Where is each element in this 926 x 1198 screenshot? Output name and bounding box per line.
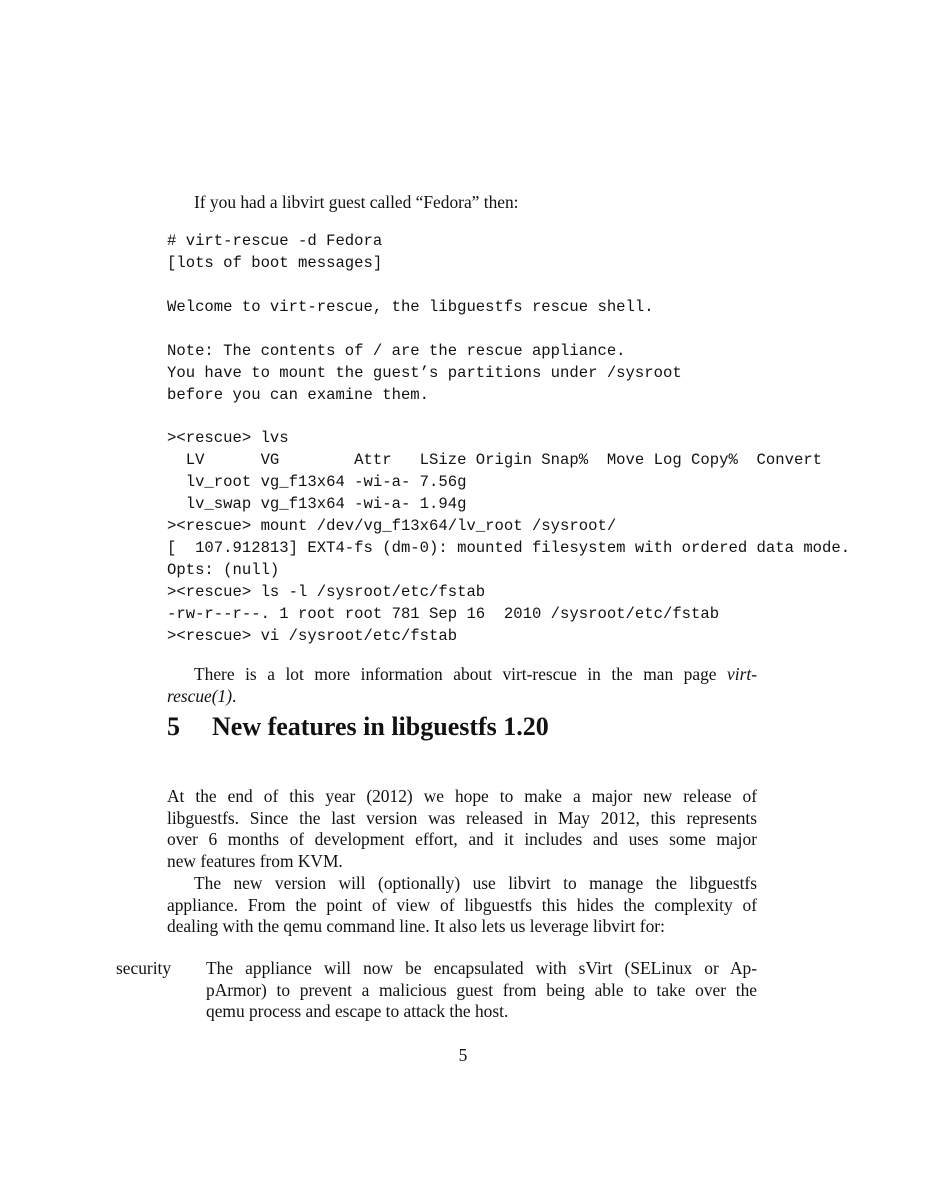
intro-paragraph: If you had a libvirt guest called “Fedora” then: [194,192,519,212]
man-page-reference: rescue(1) [167,685,233,706]
section-paragraph-1 [167,786,757,873]
description-line: pArmor) to prevent a malicious guest from being able to take over the [206,979,757,1000]
code-line: lv_root vg_f13x64 -wi-a- 7.56g [167,473,467,491]
code-line: [lots of boot messages] [167,254,383,272]
code-line: lv_swap vg_f13x64 -wi-a- 1.94g [167,495,467,513]
man-page-reference: virt- [727,664,757,684]
paragraph-line: At the end of this year (2012) we hope to make a major new release of [167,786,757,806]
paragraph-line: dealing with the qemu command line. It also lets us leverage libvirt for: [167,916,665,937]
description-term: security [116,958,172,978]
code-line: LV VG Attr LSize Origin Snap% Move Log Copy% Convert [167,451,823,469]
man-page-paragraph [167,664,757,707]
section-paragraph-2 [167,873,757,938]
description-line: The appliance will now be encapsulated with sVirt (SELinux or Ap- [206,958,757,978]
paragraph-text: There is a lot more information about virt-rescue in the man page [194,664,728,684]
code-line: ><rescue> vi /sysroot/etc/fstab [167,627,458,645]
code-line: before you can examine them. [167,386,430,404]
section-heading [167,712,549,742]
section-title: New features in libguestfs 1.20 [212,712,549,741]
paragraph-text: . [232,685,237,706]
paragraph-line: The new version will (optionally) use libvirt to manage the libguestfs [194,873,757,893]
paragraph-line: new features from KVM. [167,851,343,872]
code-line: Note: The contents of / are the rescue appliance. [167,342,626,360]
code-line: [ 107.912813] EXT4-fs (dm-0): mounted filesystem with ordered data mode. [167,539,851,557]
code-line: ><rescue> mount /dev/vg_f13x64/lv_root /sysroot/ [167,517,617,535]
paragraph-line: appliance. From the point of view of libguestfs this hides the complexity of [167,894,757,915]
code-line: Welcome to virt-rescue, the libguestfs rescue shell. [167,298,654,316]
description-line: qemu process and escape to attack the host. [206,1001,509,1022]
description-body [206,958,757,1023]
paragraph-line: over 6 months of development effort, and it includes and uses some major [167,829,757,850]
code-line: -rw-r--r--. 1 root root 781 Sep 16 2010 /sysroot/etc/fstab [167,605,720,623]
code-line: You have to mount the guest’s partitions under /sysroot [167,364,682,382]
code-line: Opts: (null) [167,561,280,579]
code-line: ><rescue> ls -l /sysroot/etc/fstab [167,583,486,601]
page-number: 5 [458,1045,468,1065]
code-line: # virt-rescue -d Fedora [167,232,383,250]
section-number: 5 [167,712,180,741]
code-line: ><rescue> lvs [167,429,289,447]
paragraph-line: libguestfs. Since the last version was released in May 2012, this represents [167,807,757,828]
